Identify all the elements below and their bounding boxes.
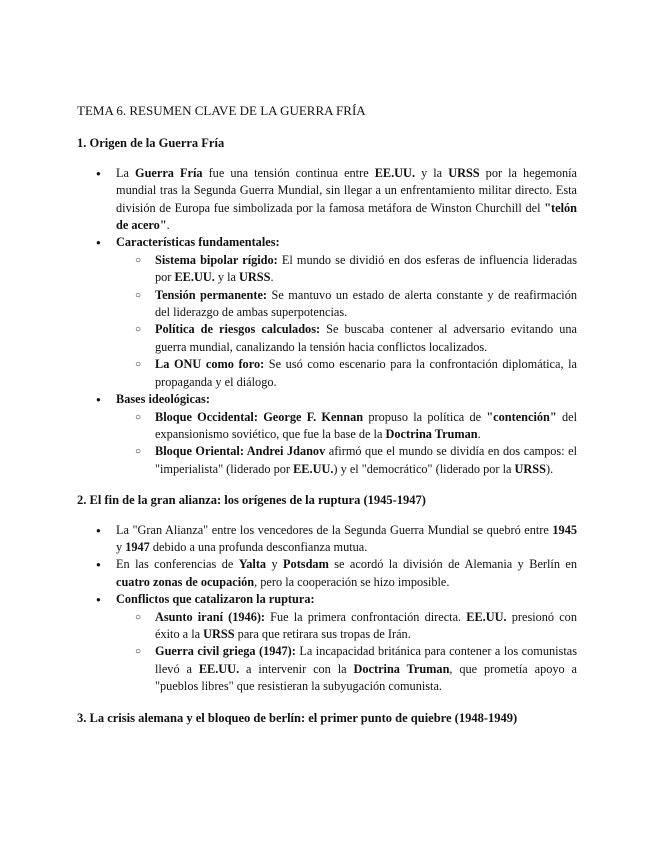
- list-item: [77, 234, 577, 391]
- list-item: [116, 252, 577, 287]
- bases-list: [116, 409, 577, 479]
- document-title: TEMA 6. RESUMEN CLAVE DE LA GUERRA FRÍA: [77, 103, 366, 118]
- text-run: fue una tensión continua entre: [202, 165, 375, 180]
- bold-text: Bloque Occidental: George F. Kennan: [155, 409, 364, 424]
- text-run: y la: [415, 165, 449, 180]
- section-1-list: [77, 165, 577, 478]
- bold-text: EE.UU.: [466, 609, 507, 624]
- bold-text: Sistema bipolar rígido:: [155, 252, 278, 267]
- list-item: [116, 409, 577, 444]
- text-run: propuso la política de: [363, 409, 487, 424]
- text-run: El mundo se dividió en dos esferas de influencia lideradas por: [155, 252, 577, 285]
- text-run: Fue la primera confrontación directa.: [265, 609, 467, 624]
- section-1-heading: 1. Origen de la Guerra Fría: [77, 136, 225, 151]
- bold-text: URSS: [514, 461, 546, 476]
- document-page: [77, 102, 577, 741]
- bold-text: URSS: [203, 626, 235, 641]
- bold-text: Política de riesgos calculados:: [155, 322, 321, 337]
- text-run: presionó con éxito a la: [155, 609, 577, 641]
- bold-text: Tensión permanente:: [155, 287, 267, 302]
- bases-heading: Bases ideológicas:: [116, 392, 210, 407]
- list-item: [116, 609, 577, 644]
- bold-text: URSS: [448, 165, 480, 180]
- text-run: del expansionismo soviético, que fue la base de la: [155, 409, 577, 441]
- section-3: [77, 710, 577, 727]
- bold-text: EE.UU.: [374, 165, 416, 180]
- bold-text: 1945: [552, 522, 577, 537]
- text-run: ) y el "democrático" (liderado por la: [333, 461, 515, 476]
- text-run: para que retirara sus tropas de Irán.: [234, 626, 411, 641]
- text-run: afirmó que el mundo se dividía en dos campos: el "imperialista" (liderado por: [155, 444, 577, 476]
- text-run: por la hegemonía mundial tras la Segunda Guerra Mundial, sin llegar a un enfrentamiento militar directo. Esta división de Europa fue simbolizada por la famosa metáfora de Winston Churchill del: [116, 165, 577, 215]
- text-run: Se buscaba contener al adversario evitando una guerra mundial, canalizando la tensión hacia conflictos localizados.: [155, 322, 577, 354]
- list-item: [116, 356, 577, 391]
- list-item: [77, 165, 577, 235]
- text-run: debido a una profunda desconfianza mutua.: [149, 539, 368, 554]
- text-run: y la: [214, 270, 240, 285]
- bold-text: cuatro zonas de ocupación: [116, 574, 255, 589]
- text-run: .: [270, 270, 274, 285]
- text-run: En las conferencias de: [116, 557, 239, 572]
- bold-text: "telón de acero": [116, 200, 577, 233]
- text-run: La "Gran Alianza" entre los vencedores de la Segunda Guerra Mundial se quebró entre: [116, 522, 553, 537]
- conflictos-list: [116, 609, 577, 696]
- bold-text: EE.UU.: [198, 661, 240, 676]
- bold-text: 1947: [125, 539, 150, 554]
- text-run: , que prometía apoyo a "pueblos libres" que resistieran la subyugación comunista.: [155, 661, 578, 694]
- text-run: .: [166, 218, 170, 233]
- list-item: [77, 391, 577, 478]
- section-3-heading: 3. La crisis alemana y el bloqueo de berlín: el primer punto de quiebre (1948-1949): [77, 710, 518, 725]
- bold-text: Asunto iraní (1946):: [155, 609, 266, 624]
- section-2-list: [77, 522, 577, 696]
- bold-text: Guerra civil griega (1947):: [155, 644, 296, 659]
- bold-text: EE.UU.: [293, 461, 334, 476]
- list-item: [116, 643, 577, 695]
- bold-text: URSS: [239, 270, 271, 285]
- list-item: [77, 556, 577, 591]
- bold-text: La ONU como foro:: [155, 357, 265, 372]
- text-run: ).: [545, 461, 554, 476]
- list-item: [77, 522, 577, 557]
- text-run: Se usó como escenario para la confrontación diplomática, la propaganda y el diálogo.: [155, 357, 577, 389]
- section-2: [77, 492, 577, 695]
- bold-text: Guerra Fría: [135, 165, 203, 180]
- text-run: a intervenir con la: [239, 661, 354, 676]
- text-run: se acordó la división de Alemania y Berlín en: [328, 557, 578, 572]
- text-run: La: [116, 165, 136, 180]
- list-item: [116, 443, 577, 478]
- list-item: [77, 591, 577, 695]
- text-run: y: [116, 539, 126, 554]
- section-2-heading: 2. El fin de la gran alianza: los orígenes de la ruptura (1945-1947): [77, 493, 426, 508]
- list-item: [116, 287, 577, 322]
- caracteristicas-heading: Características fundamentales:: [116, 235, 280, 250]
- bold-text: "contención": [486, 409, 557, 424]
- section-1: [77, 135, 577, 478]
- text-run: Se mantuvo un estado de alerta constante y de reafirmación del liderazgo de ambas superpotencias.: [155, 287, 577, 320]
- bold-text: Doctrina Truman: [385, 426, 478, 441]
- bold-text: EE.UU.: [174, 270, 215, 285]
- text-run: La incapacidad británica para contener a los comunistas llevó a: [155, 644, 577, 676]
- text-run: , pero la cooperación se hizo imposible.: [254, 574, 450, 589]
- bold-text: Potsdam: [283, 557, 329, 572]
- list-item: [116, 321, 577, 356]
- text-run: .: [477, 426, 481, 441]
- bold-text: Yalta: [238, 557, 267, 572]
- bold-text: Doctrina Truman: [353, 661, 450, 676]
- bold-text: Bloque Oriental: Andrei Jdanov: [155, 444, 326, 459]
- caracteristicas-list: [116, 252, 577, 391]
- text-run: y: [266, 557, 284, 572]
- conflictos-heading: Conflictos que catalizaron la ruptura:: [116, 592, 315, 607]
